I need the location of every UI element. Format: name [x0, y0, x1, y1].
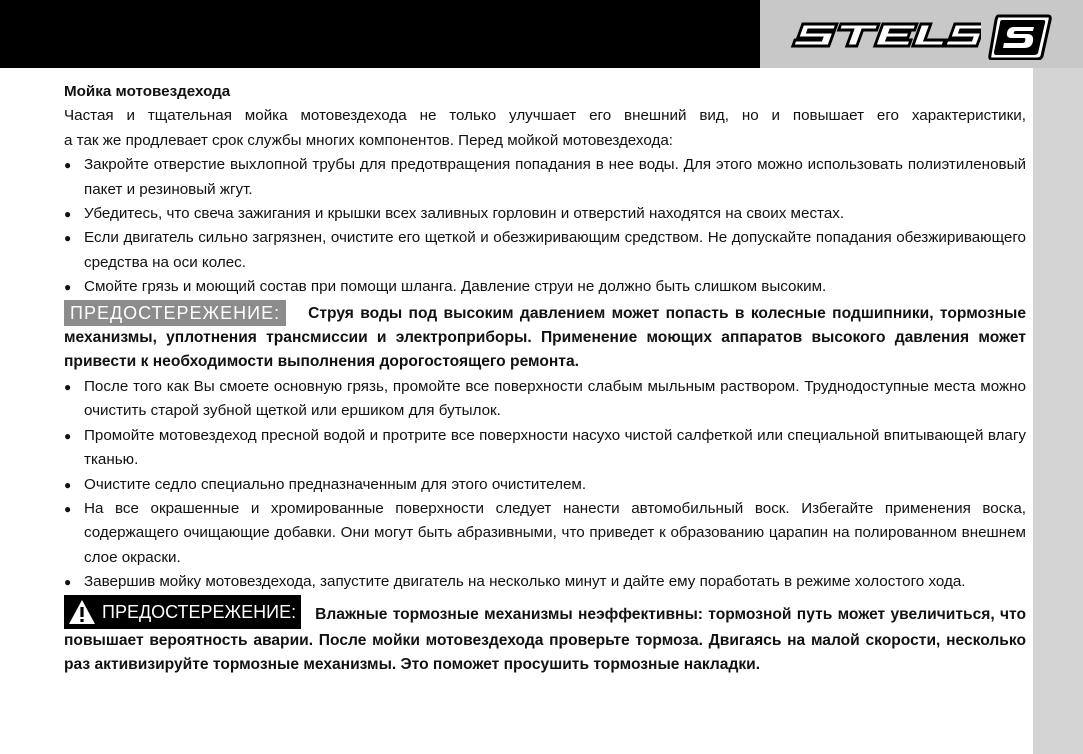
list-item: ● Промойте мотовездеход пресной водой и протрите все поверхности насухо чистой салфеткой или специальной впитывающей влагу тканью. — [64, 424, 1026, 473]
caution-label-gray: ПРЕДОСТЕРЕЖЕНИЕ: — [64, 300, 286, 326]
list-item: ● Убедитесь, что свеча зажигания и крышки всех заливных горловин и отверстий находятся на своих местах. — [64, 202, 1026, 226]
bullet-list-after — [64, 375, 1026, 595]
list-item: ● На все окрашенные и хромированные поверхности следует нанести автомобильный воск. Избегайте применения воска, содержащего очищающие добавки. Они могут быть абразивными, что приведет к образованию царапин на полированном внешнем слое окраски. — [64, 497, 1026, 570]
warning-triangle-icon — [68, 599, 96, 625]
side-gray-strip — [1033, 68, 1083, 754]
stels-s-emblem-icon — [988, 14, 1052, 60]
section-title: Мойка мотовездехода — [64, 83, 231, 100]
list-item: ● Закройте отверстие выхлопной трубы для предотвращения попадания в нее воды. Для этого можно использовать полиэтиленовый пакет и резиновый жгут. — [64, 153, 1026, 202]
caution-text-2: Влажные тормозные механизмы неэффективны: тормозной путь может увеличиться, что повышает вероятность аварии. После мойки мотовездехода проверьте тормоза. Двигаясь на малой скорости, несколько раз активизируйте тормозные механизмы. Это поможет просушить тормозные накладки. — [64, 605, 1026, 673]
caution-block-2 — [64, 595, 1026, 678]
caution-text-1: Струя воды под высоким давлением может попасть в колесные подшипники, тормозные механизмы, уплотнения трансмиссии и электроприборы. Применение моющих аппаратов высокого давления может привести к необходимости выполнения дорогостоящего ремонта. — [64, 304, 1026, 371]
intro-line-1: Частая и тщательная мойка мотовездехода не только улучшает его внешний вид, но и повышает его характеристики, — [64, 107, 1026, 125]
caution-block-1 — [64, 300, 1026, 375]
header-black-band — [0, 0, 760, 68]
list-item: ● После того как Вы смоете основную грязь, промойте все поверхности слабым мыльным раствором. Труднодоступные места можно очистить старой зубной щеткой или ершиком для бутылок. — [64, 375, 1026, 424]
bullet-list-before — [64, 153, 1026, 299]
stels-wordmark-logo — [783, 18, 981, 52]
list-item: ● Очистите седло специально предназначенным для этого очистителем. — [64, 473, 1026, 497]
intro-line-2: а так же продлевает срок службы многих компонентов. Перед мойкой мотовездехода: — [64, 131, 673, 149]
caution-label-black — [64, 595, 301, 629]
list-item: ● Если двигатель сильно загрязнен, очистите его щеткой и обезжиривающим средством. Не допускайте попадания обезжиривающего средства на оси колес. — [64, 226, 1026, 275]
list-item: ● Смойте грязь и моющий состав при помощи шланга. Давление струи не должно быть слишком высоким. — [64, 275, 1026, 299]
list-item: ● Завершив мойку мотовездехода, запустите двигатель на несколько минут и дайте ему поработать в режиме холостого хода. — [64, 570, 1026, 594]
caution-label-text: ПРЕДОСТЕРЕЖЕНИЕ: — [102, 601, 297, 622]
document-body — [64, 80, 1026, 677]
